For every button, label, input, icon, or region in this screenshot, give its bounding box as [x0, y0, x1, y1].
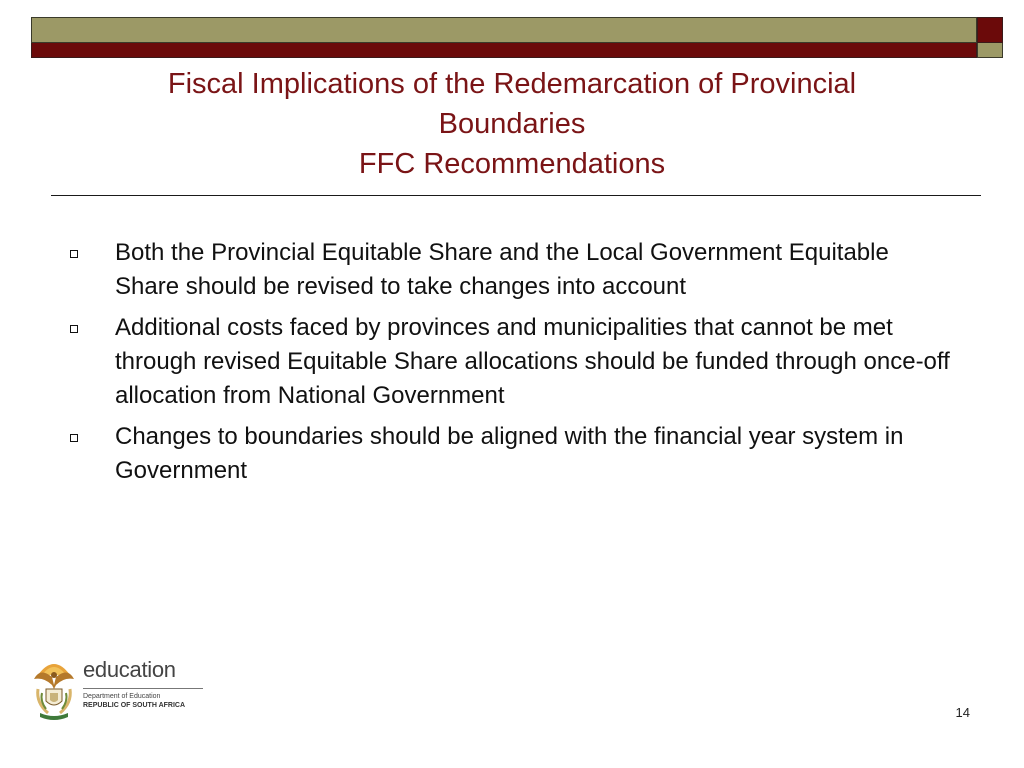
bullet-text: Changes to boundaries should be aligned with the financial year system in Government: [115, 423, 904, 484]
bullet-text: Both the Provincial Equitable Share and the Local Government Equitable Share should be revised to take changes into account: [115, 239, 889, 300]
bullet-item: [70, 420, 950, 488]
bullet-text: Additional costs faced by provinces and municipalities that cannot be met through revised Equitable Share allocations should be funded through once-off allocation from National Government: [115, 314, 950, 409]
title-divider: [51, 195, 981, 196]
header-corner-olive: [977, 43, 1003, 58]
header-band-maroon: [31, 43, 977, 58]
slide-title-line: Boundaries: [438, 108, 586, 140]
hollow-square-bullet-icon: [70, 434, 78, 442]
slide-title: [60, 64, 964, 184]
hollow-square-bullet-icon: [70, 325, 78, 333]
coat-of-arms-icon: [30, 655, 78, 721]
logo-department: Department of Education: [83, 693, 161, 700]
department-logo: [30, 655, 186, 721]
logo-divider: [83, 688, 203, 689]
bullet-item: [70, 311, 950, 413]
slide-title-line: Fiscal Implications of the Redemarcation of Provincial: [167, 68, 857, 100]
page-number: 14: [955, 705, 970, 720]
logo-country: REPUBLIC OF SOUTH AFRICA: [83, 702, 186, 709]
bullet-list: [70, 236, 950, 495]
slide-title-line: FFC Recommendations: [358, 148, 666, 180]
hollow-square-bullet-icon: [70, 250, 78, 258]
logo-wordmark: education: [83, 657, 176, 682]
bullet-item: [70, 236, 950, 304]
header-band-olive: [31, 17, 977, 43]
header-corner-maroon: [977, 17, 1003, 43]
